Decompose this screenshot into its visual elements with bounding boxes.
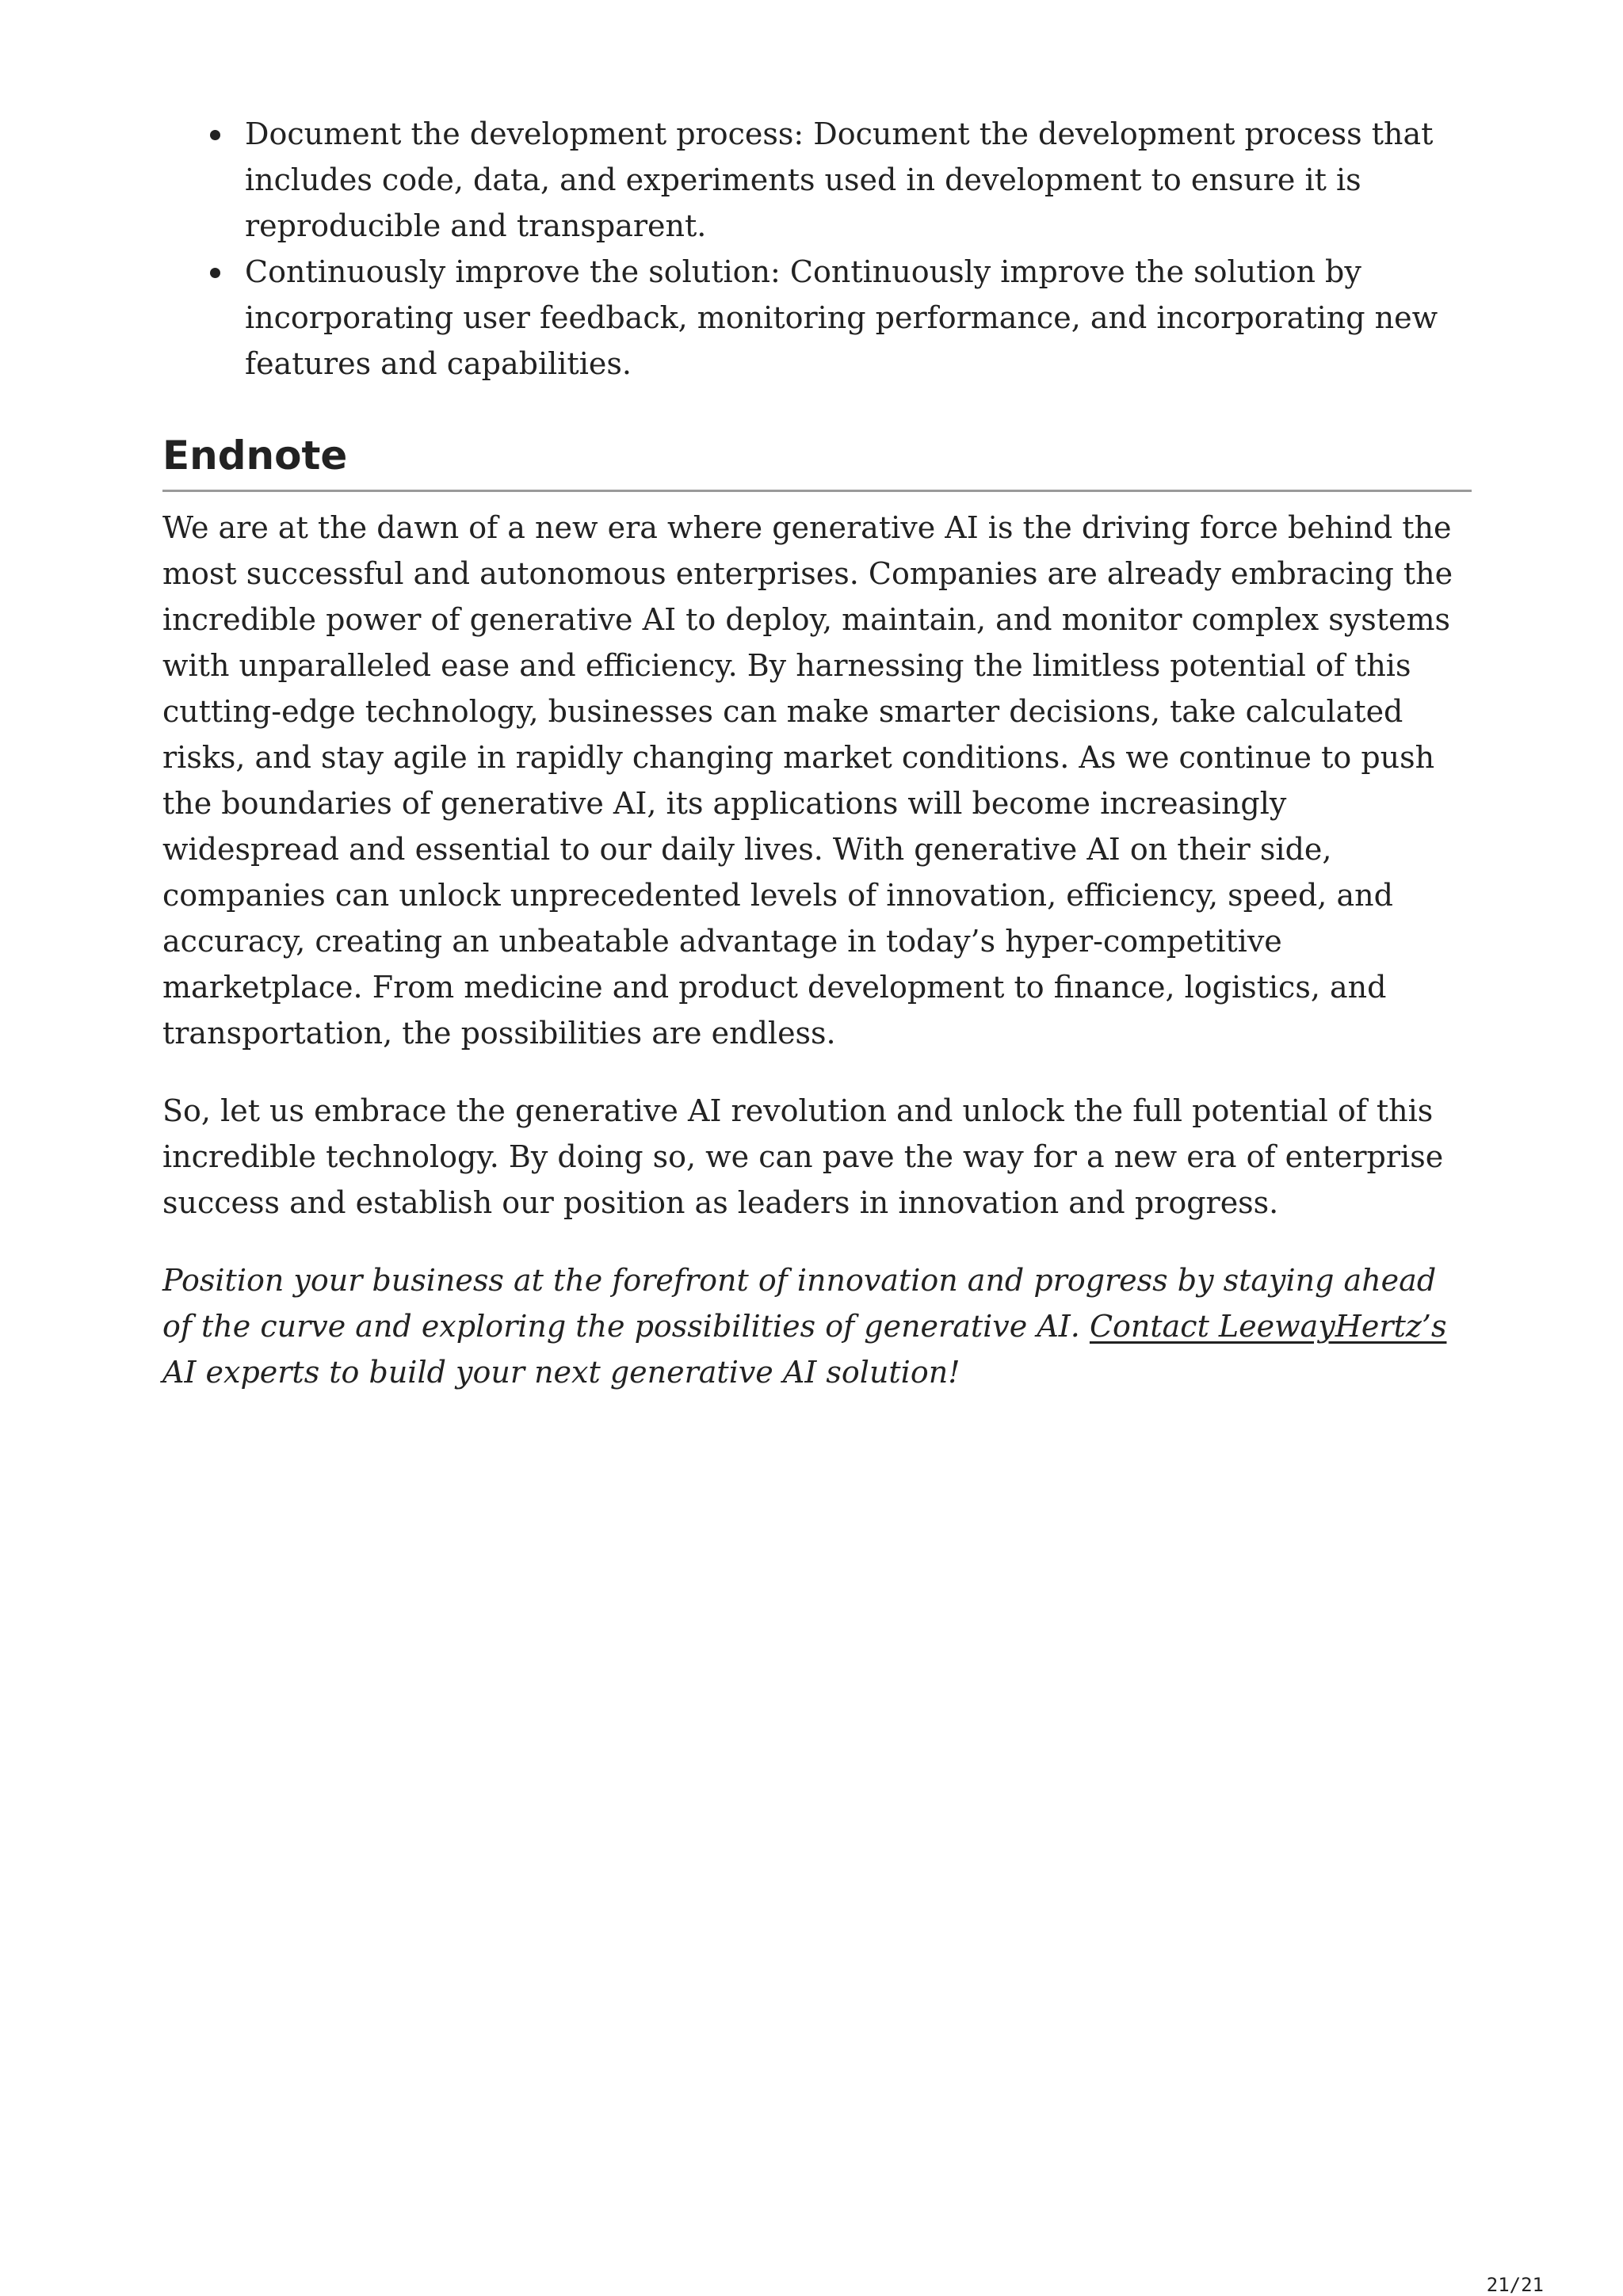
contact-link[interactable]: Contact LeewayHertz’s [1089,1309,1447,1344]
document-page [162,111,1472,1395]
list-item-text: Continuously improve the solution: Continuously improve the solution by incorporating user feedback, monitoring performance, and incorporating new features and capabilities. [245,254,1438,381]
bullet-list [162,111,1472,387]
closing-paragraph [162,1257,1472,1395]
bullet-icon [210,130,220,140]
bullet-icon [210,268,220,278]
section-heading: Endnote [162,429,1472,492]
closing-text-before: Position your business at the forefront of innovation and progress by staying ahead of the curve and exploring the possibilities of generative AI. [162,1263,1437,1344]
body-paragraph: So, let us embrace the generative AI revolution and unlock the full potential of this incredible technology. By doing so, we can pave the way for a new era of enterprise success and establish our position as leaders in innovation and progress. [162,1093,1444,1220]
page-number: 21/21 [1486,2274,1544,2296]
list-item-text: Document the development process: Document the development process that includes code, data, and experiments used in development to ensure it is reproducible and transparent. [245,116,1434,243]
list-item [245,111,1472,249]
list-item [245,249,1472,387]
body-paragraph: We are at the dawn of a new era where generative AI is the driving force behind the most successful and autonomous enterprises. Companies are already embracing the incredible power of generative AI to deploy, maintain, and monitor complex systems with unparalleled ease and efficiency. By harnessing the limitless potential of this cutting-edge technology, businesses can make smarter decisions, take calculated risks, and stay agile in rapidly changing market conditions. As we continue to push the boundaries of generative AI, its applications will become increasingly widespread and essential to our daily lives. With generative AI on their side, companies can unlock unprecedented levels of innovation, efficiency, speed, and accuracy, creating an unbeatable advantage in today’s hyper-competitive marketplace. From medicine and product development to finance, logistics, and transportation, the possibilities are endless. [162,510,1453,1051]
closing-text-after: AI experts to build your next generative AI solution! [162,1355,960,1390]
